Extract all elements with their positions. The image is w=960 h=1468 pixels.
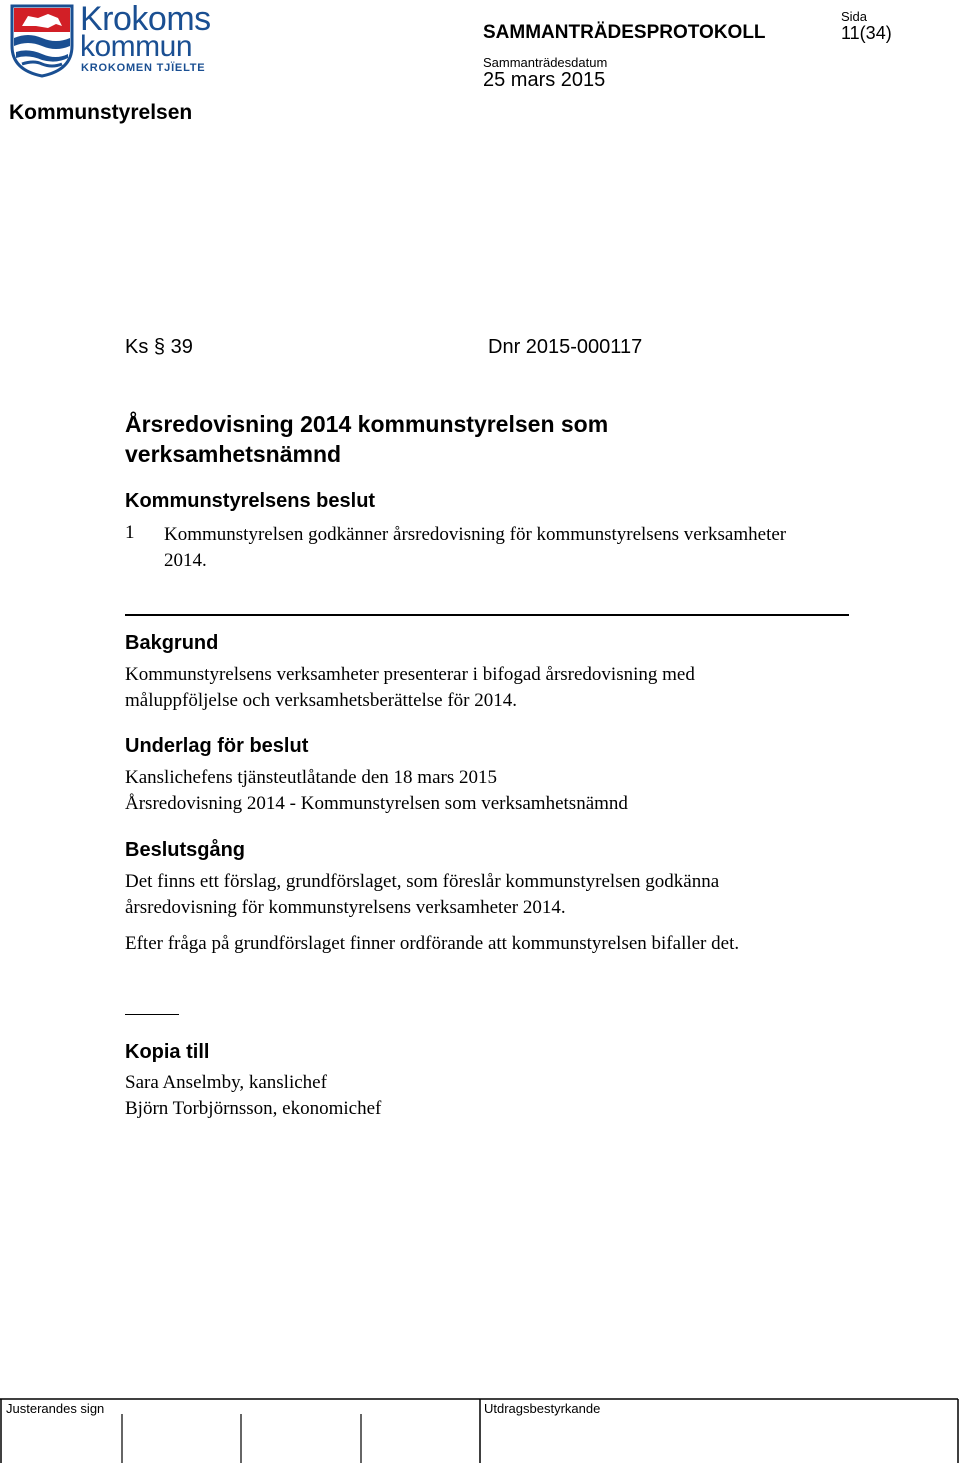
paragraph-number: Ks § 39 xyxy=(125,336,193,358)
signature-footer xyxy=(0,1398,960,1463)
basis-line: Årsredovisning 2014 - Kommunstyrelsen som verksamhetsnämnd xyxy=(125,793,628,814)
decision-item-text: Kommunstyrelsen godkänner årsredovisning för kommunstyrelsens verksamheter 2014. xyxy=(164,524,787,571)
section-divider xyxy=(125,614,849,616)
signature-label: Justerandes sign xyxy=(6,1401,105,1416)
logo-wordmark-line1: Krokoms xyxy=(80,0,211,38)
copy-recipient: Björn Torbjörnsson, ekonomichef xyxy=(125,1098,382,1119)
meeting-date-value: 25 mars 2015 xyxy=(483,69,606,91)
coat-of-arms-icon xyxy=(8,2,76,78)
logo-wordmark-line2: kommun xyxy=(80,30,193,63)
logo-wordmark-line3: KROKOMEN TJÏELTE xyxy=(81,62,206,74)
meeting-date-label: Sammanträdesdatum xyxy=(483,55,608,70)
procedure-paragraph: Efter fråga på grundförslaget finner ordförande att kommunstyrelsen bifaller det. xyxy=(125,933,740,954)
copy-heading: Kopia till xyxy=(125,1041,210,1063)
signature-boxes xyxy=(0,1398,960,1463)
background-heading: Bakgrund xyxy=(125,632,219,654)
page-number: 11(34) xyxy=(841,23,892,43)
extract-certification-label: Utdragsbestyrkande xyxy=(484,1401,601,1416)
decision-item-number: 1 xyxy=(125,522,135,543)
basis-line: Kanslichefens tjänsteutlåtande den 18 mars 2015 xyxy=(125,767,497,788)
background-text: Kommunstyrelsens verksamheter presenterar i bifogad årsredovisning med måluppföljelse och verksamhetsberättelse för 2014. xyxy=(125,664,695,711)
case-number: Dnr 2015-000117 xyxy=(488,336,643,358)
procedure-heading: Beslutsgång xyxy=(125,839,246,861)
copy-recipient: Sara Anselmby, kanslichef xyxy=(125,1072,327,1093)
basis-heading: Underlag för beslut xyxy=(125,735,309,757)
organization-name: Kommunstyrelsen xyxy=(9,101,193,124)
short-divider xyxy=(125,1014,179,1015)
decision-heading: Kommunstyrelsens beslut xyxy=(125,490,376,512)
procedure-paragraph: Det finns ett förslag, grundförslaget, som föreslår kommunstyrelsen godkänna årsredovisning för kommunstyrelsens verksamheter 2014. xyxy=(125,871,720,918)
case-title: Årsredovisning 2014 kommunstyrelsen som verksamhetsnämnd xyxy=(125,411,609,467)
document-type: SAMMANTRÄDESPROTOKOLL xyxy=(483,22,766,43)
page-label: Sida xyxy=(841,9,868,24)
